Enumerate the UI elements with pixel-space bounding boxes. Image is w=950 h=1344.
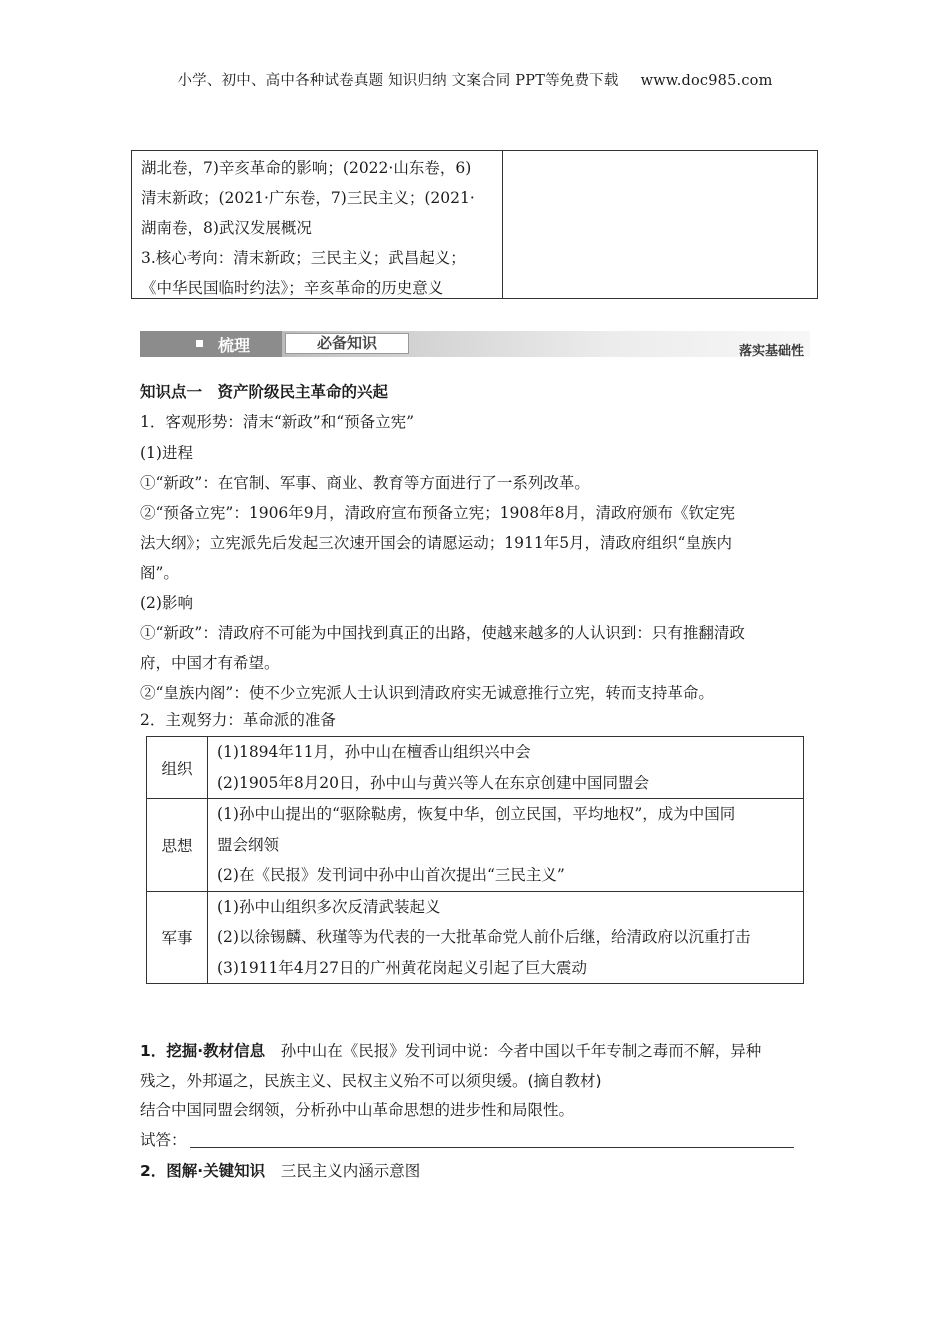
table-content (208, 891, 804, 984)
header-text: 小学、初中、高中各种试卷真题 知识归纳 文案合同 PPT等免费下载 (177, 73, 619, 89)
square-bullet-icon (196, 340, 203, 347)
table-row (147, 799, 804, 892)
point-2-title: 2．主观努力：革命派的准备 (140, 711, 336, 729)
exam-info-table (131, 150, 818, 299)
paragraph-line: ①“新政”：在官制、军事、商业、教育等方面进行了一系列改革。 (140, 474, 590, 492)
paragraph-line: ①“新政”：清政府不可能为中国找到真正的出路，使越来越多的人认识到：只有推翻清政 (140, 624, 745, 642)
exam-info-line: 湖南卷，8)武汉发展概况 (141, 219, 312, 237)
table-line: (2)在《民报》发刊词中孙中山首次提出“三民主义” (217, 866, 565, 884)
table-line: (1)1894年11月，孙中山在檀香山组织兴中会 (217, 743, 531, 761)
diagram-caption: 三民主义内涵示意图 (280, 1162, 421, 1180)
activity-question-2 (140, 1159, 420, 1181)
banner-dark-block (140, 331, 282, 357)
exam-info-left-cell (132, 151, 503, 298)
table-content (208, 737, 804, 799)
section-banner (140, 331, 810, 357)
banner-label: 梳理 (218, 336, 251, 355)
table-row (147, 891, 804, 984)
activity-question-1 (140, 1039, 761, 1061)
answer-row (140, 1128, 794, 1150)
table-row (147, 737, 804, 799)
table-line: (1)孙中山组织多次反清武装起义 (217, 897, 441, 916)
paragraph-line: ②“预备立宪”：1906年9月，清政府宣布预备立宪；1908年8月，清政府颁布《钦定宪 (140, 504, 735, 522)
table-line: (2)1905年8月20日，孙中山与黄兴等人在东京创建中国同盟会 (217, 773, 649, 792)
activity-label: 2．图解·关键知识 (140, 1162, 266, 1180)
activity-label: 1．挖掘·教材信息 (140, 1042, 266, 1060)
paragraph-line: 府，中国才有希望。 (140, 654, 280, 672)
section-title: 知识点一 资产阶级民主革命的兴起 (140, 382, 389, 401)
revolution-prep-table (146, 736, 804, 984)
point-1-sub-progress: (1)进程 (140, 444, 193, 462)
table-line: (3)1911年4月27日的广州黄花岗起义引起了巨大震动 (217, 958, 587, 977)
exam-info-line: 清末新政；(2021·广东卷，7)三民主义；(2021· (141, 189, 475, 207)
table-content (208, 799, 804, 892)
answer-input-line[interactable] (190, 1147, 794, 1148)
table-line: (2)以徐锡麟、秋瑾等为代表的一大批革命党人前仆后继，给清政府以沉重打击 (217, 928, 751, 946)
exam-info-right-cell (503, 151, 817, 298)
paragraph-line: 法大纲》；立宪派先后发起三次速开国会的请愿运动；1911年5月，清政府组织“皇族内 (140, 534, 732, 552)
table-line: 盟会纲领 (217, 835, 280, 854)
answer-label: 试答： (140, 1131, 187, 1149)
activity-task: 结合中国同盟会纲领，分析孙中山革命思想的进步性和局限性。 (140, 1101, 575, 1119)
point-1-title: 1．客观形势：清末“新政”和“预备立宪” (140, 413, 415, 431)
page-header (0, 69, 950, 90)
banner-tab: 必备知识 (285, 333, 409, 354)
table-category: 军事 (147, 891, 208, 984)
paragraph-line: ②“皇族内阁”：使不少立宪派人士认识到清政府实无诚意推行立宪，转而支持革命。 (140, 684, 714, 702)
point-1-sub-impact: (2)影响 (140, 594, 193, 612)
banner-right-label: 落实基础性 (738, 344, 804, 359)
exam-info-line: 《中华民国临时约法》；辛亥革命的历史意义 (141, 279, 444, 297)
exam-info-line: 3.核心考向：清末新政；三民主义；武昌起义； (141, 249, 466, 267)
table-line: (1)孙中山提出的“驱除鞑虏，恢复中华，创立民国，平均地权”，成为中国同 (217, 805, 736, 823)
quote-line: 残之，外邦逼之，民族主义、民权主义殆不可以须臾缓。(摘自教材) (140, 1072, 602, 1090)
exam-info-line: 湖北卷，7)辛亥革命的影响；(2022·山东卷，6) (141, 159, 472, 177)
quote-line: 孙中山在《民报》发刊词中说：今者中国以千年专制之毒而不解，异种 (280, 1042, 762, 1060)
header-site[interactable]: www.doc985.com (640, 73, 773, 89)
paragraph-line: 阁”。 (140, 564, 179, 582)
table-category: 组织 (147, 737, 208, 799)
table-category: 思想 (147, 799, 208, 892)
